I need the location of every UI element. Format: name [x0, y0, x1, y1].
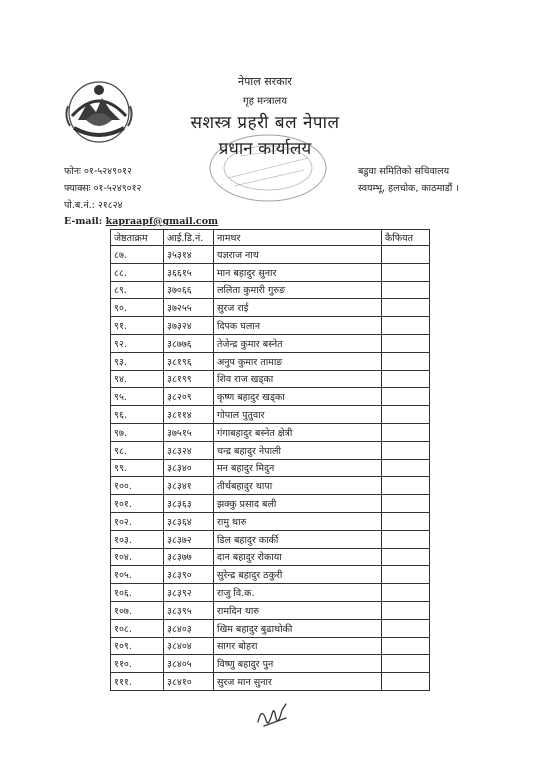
cell-id-number: ३८१९९ — [164, 370, 214, 388]
address-line-1: बडुवा समितिको सचिवालय — [358, 166, 450, 177]
header-remarks: कैफियत — [382, 230, 430, 246]
table-row — [111, 441, 430, 459]
email-label: E-mail: — [64, 216, 103, 227]
cell-name: झक्कु प्रसाद बली — [214, 495, 382, 513]
cell-remarks — [382, 619, 430, 637]
organization-name: सशस्त्र प्रहरी बल नेपाल — [190, 113, 340, 133]
cell-seniority: १०९. — [111, 637, 164, 655]
cell-id-number: ३८३९२ — [164, 584, 214, 602]
cell-remarks — [382, 655, 430, 673]
table-row — [111, 530, 430, 548]
cell-seniority: ९८. — [111, 441, 164, 459]
cell-name: खिम बहादुर बुढाथोकी — [214, 619, 382, 637]
cell-name: कृष्ण बहादुर खड्का — [214, 388, 382, 406]
table-row — [111, 423, 430, 441]
cell-seniority: ९९. — [111, 459, 164, 477]
table-row — [111, 246, 430, 264]
table-row — [111, 495, 430, 513]
header-seniority: जेष्ठताक्रम — [111, 230, 164, 246]
cell-id-number: ३८३७७ — [164, 548, 214, 566]
cell-name: दान बहादुर रोकाया — [214, 548, 382, 566]
cell-id-number: ३८३४१ — [164, 477, 214, 495]
table-body — [111, 246, 430, 691]
email-line — [64, 216, 218, 227]
table-row — [111, 299, 430, 317]
headquarters-name: प्रधान कार्यालय — [218, 139, 312, 159]
table-row — [111, 548, 430, 566]
cell-id-number: ३७५१५ — [164, 423, 214, 441]
cell-name: शिव राज खड्का — [214, 370, 382, 388]
table-row — [111, 584, 430, 602]
cell-seniority: १०७. — [111, 601, 164, 619]
cell-id-number: ३७०६६ — [164, 281, 214, 299]
cell-remarks — [382, 370, 430, 388]
table-row — [111, 619, 430, 637]
cell-id-number: ३५३१४ — [164, 246, 214, 264]
cell-name: रामदिन थारु — [214, 601, 382, 619]
cell-seniority: ८९. — [111, 281, 164, 299]
table-row — [111, 477, 430, 495]
cell-name: अनुप कुमार तामाङ — [214, 352, 382, 370]
cell-seniority: ९२. — [111, 334, 164, 352]
cell-remarks — [382, 601, 430, 619]
cell-id-number: ३६६१५ — [164, 263, 214, 281]
table-row — [111, 637, 430, 655]
cell-id-number: ३८११४ — [164, 406, 214, 424]
office-stamp-icon — [204, 130, 332, 206]
cell-name: मन बहादुर मिदुन — [214, 459, 382, 477]
cell-id-number: ३८७७६ — [164, 334, 214, 352]
ministry-name: गृह मन्त्रालय — [242, 96, 288, 107]
table-row — [111, 370, 430, 388]
cell-remarks — [382, 317, 430, 335]
table-row — [111, 459, 430, 477]
cell-seniority: ९३. — [111, 352, 164, 370]
cell-name: सुरज राई — [214, 299, 382, 317]
cell-seniority: ११०. — [111, 655, 164, 673]
cell-name: दिपक घलान — [214, 317, 382, 335]
cell-name: राजु वि.क. — [214, 584, 382, 602]
cell-remarks — [382, 299, 430, 317]
cell-seniority: १०६. — [111, 584, 164, 602]
cell-id-number: ३८४०३ — [164, 619, 214, 637]
cell-id-number: ३८२०९ — [164, 388, 214, 406]
cell-seniority: १०५. — [111, 566, 164, 584]
government-name: नेपाल सरकार — [238, 75, 292, 88]
cell-name: तेजेन्द्र कुमार बस्नेत — [214, 334, 382, 352]
table-row — [111, 673, 430, 691]
cell-remarks — [382, 477, 430, 495]
cell-seniority: ८७. — [111, 246, 164, 264]
cell-remarks — [382, 352, 430, 370]
cell-seniority: ९०. — [111, 299, 164, 317]
cell-seniority: १११. — [111, 673, 164, 691]
cell-id-number: ३८३२४ — [164, 441, 214, 459]
header-name: नामथर — [214, 230, 382, 246]
cell-remarks — [382, 459, 430, 477]
cell-seniority: १०३. — [111, 530, 164, 548]
cell-id-number: ३८४०४ — [164, 637, 214, 655]
cell-remarks — [382, 495, 430, 513]
nepal-emblem-icon — [64, 76, 134, 144]
cell-name: विष्णु बहादुर पुन — [214, 655, 382, 673]
cell-name: सुरेन्द्र बहादुर ठकुरी — [214, 566, 382, 584]
table-row — [111, 601, 430, 619]
cell-name: चन्द्र बहादुर नेपाली — [214, 441, 382, 459]
cell-id-number: ३८३६४ — [164, 512, 214, 530]
cell-id-number: ३८४१० — [164, 673, 214, 691]
cell-remarks — [382, 263, 430, 281]
cell-seniority: ९७. — [111, 423, 164, 441]
seniority-table — [110, 229, 430, 691]
table-row — [111, 406, 430, 424]
cell-remarks — [382, 441, 430, 459]
cell-name: डिल बहादुर कार्की — [214, 530, 382, 548]
table-header-row — [111, 230, 430, 246]
cell-name: सागर बोहरा — [214, 637, 382, 655]
cell-id-number: ३८३७२ — [164, 530, 214, 548]
cell-id-number: ३८३९० — [164, 566, 214, 584]
cell-seniority: १०४. — [111, 548, 164, 566]
email-link[interactable]: kapraapf@gmail.com — [105, 216, 219, 227]
cell-remarks — [382, 548, 430, 566]
cell-name: गोपाल पुतुवार — [214, 406, 382, 424]
table-row — [111, 263, 430, 281]
cell-remarks — [382, 246, 430, 264]
cell-remarks — [382, 584, 430, 602]
table-row — [111, 281, 430, 299]
cell-name: रामु थारु — [214, 512, 382, 530]
cell-seniority: १०८. — [111, 619, 164, 637]
cell-remarks — [382, 673, 430, 691]
cell-name: मान बहादुर सुनार — [214, 263, 382, 281]
cell-id-number: ३७३२४ — [164, 317, 214, 335]
cell-id-number: ३७२५५ — [164, 299, 214, 317]
table-row — [111, 388, 430, 406]
fax-number: फ्याक्सः ०१-५२४९०१२ — [64, 183, 142, 194]
cell-remarks — [382, 566, 430, 584]
cell-seniority: १०२. — [111, 512, 164, 530]
cell-name: गंगाबहादुर बस्नेत क्षेत्री — [214, 423, 382, 441]
cell-remarks — [382, 512, 430, 530]
table-row — [111, 334, 430, 352]
address-line-2: स्वयम्भू, हलचोक, काठमाडौं । — [358, 183, 459, 194]
cell-remarks — [382, 281, 430, 299]
cell-seniority: ८८. — [111, 263, 164, 281]
table-row — [111, 566, 430, 584]
cell-id-number: ३८४०५ — [164, 655, 214, 673]
cell-remarks — [382, 406, 430, 424]
cell-id-number: ३८१९६ — [164, 352, 214, 370]
table-row — [111, 512, 430, 530]
table-row — [111, 655, 430, 673]
cell-seniority: ९१. — [111, 317, 164, 335]
cell-remarks — [382, 530, 430, 548]
cell-seniority: १०१. — [111, 495, 164, 513]
table-row — [111, 352, 430, 370]
cell-seniority: १००. — [111, 477, 164, 495]
header-id-number: आई.डि.नं. — [164, 230, 214, 246]
cell-remarks — [382, 388, 430, 406]
cell-name: सुरज मान सुनार — [214, 673, 382, 691]
cell-name: तीर्थबहादुर थापा — [214, 477, 382, 495]
cell-name: यज्ञराज नाथ — [214, 246, 382, 264]
cell-id-number: ३८३६३ — [164, 495, 214, 513]
cell-id-number: ३८३४० — [164, 459, 214, 477]
cell-remarks — [382, 334, 430, 352]
cell-remarks — [382, 637, 430, 655]
cell-seniority: ९४. — [111, 370, 164, 388]
cell-seniority: ९५. — [111, 388, 164, 406]
phone-number: फोनः ०१-५२४९०१२ — [64, 166, 132, 177]
cell-name: ललिता कुमारी गुरुङ — [214, 281, 382, 299]
cell-id-number: ३८३९५ — [164, 601, 214, 619]
cell-remarks — [382, 423, 430, 441]
table-row — [111, 317, 430, 335]
signature-icon — [252, 700, 292, 734]
cell-seniority: ९६. — [111, 406, 164, 424]
po-box: पो.ब.नं.: २१८२४ — [64, 200, 123, 211]
